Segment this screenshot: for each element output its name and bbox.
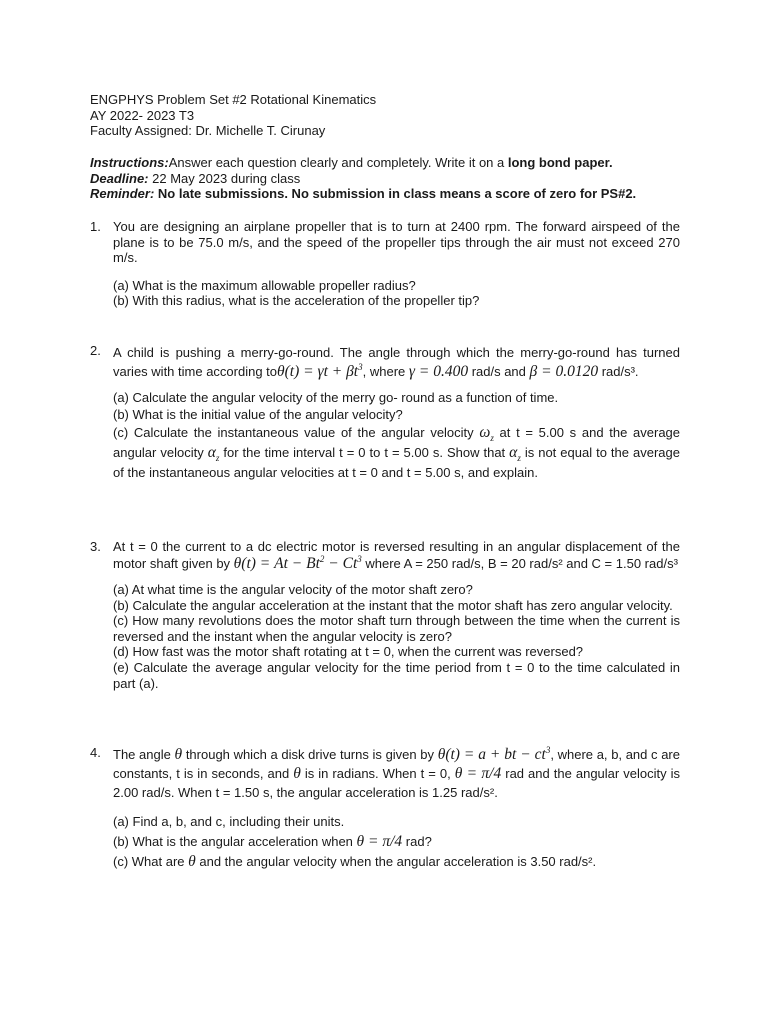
question-text: At t = 0 the current to a dc electric motor is reversed resulting in an angular displacement of the motor shaft given by $\theta(t) = At - Bt^2 - Ct^3$ where A = 250 rad/s, B = 20 rad/s² and C = 1.50 rad/s³ xyxy=(113,539,680,572)
faculty-line: Faculty Assigned: Dr. Michelle T. Cirunay xyxy=(90,123,326,139)
alpha-z-symbol: $\alpha_z$ xyxy=(509,444,521,464)
beta-value: β = 0.0120 xyxy=(529,363,599,380)
instructions-emphasis: long bond paper. xyxy=(507,155,613,170)
subquestion-b: (b) Calculate the angular acceleration at the instant that the motor shaft has zero angular velocity. xyxy=(113,597,673,613)
subquestion-b: (b) What is the angular acceleration when θ = π/4 rad? xyxy=(113,833,432,850)
omega-z-symbol: $\omega_z$ xyxy=(479,424,494,444)
theta-value: θ = π/4 xyxy=(356,833,403,850)
question-number: 2. xyxy=(90,343,101,358)
theta-symbol: θ xyxy=(188,853,196,870)
subquestion-c: (c) How many revolutions does the motor shaft turn through between the time when the current is reversed and the instant when the angular velocity is zero? xyxy=(113,613,680,644)
academic-term: AY 2022- 2023 T3 xyxy=(90,107,195,123)
reminder-text: No late submissions. No submission in class means a score of zero for PS#2. xyxy=(154,186,637,202)
question-text: A child is pushing a merry-go-round. The angle through which the merry-go-round has turned varies with time according $to\theta(t) = \gamma t + \beta t^3$, where γ = 0.400 rad/s and β = 0.0120 rad/s³. xyxy=(113,345,680,380)
document-header xyxy=(90,92,680,139)
subquestion-a: (a) Find a, b, and c, including their units. xyxy=(113,814,345,829)
gamma-value: γ = 0.400 xyxy=(408,363,469,380)
question-1 xyxy=(90,219,680,309)
subquestion-d: (d) How fast was the motor shaft rotating at t = 0, when the current was reversed? xyxy=(113,644,584,660)
question-2 xyxy=(90,343,680,483)
theta-equation: $\theta(t) = \gamma t + \beta t^3$ xyxy=(277,361,363,380)
question-number: 1. xyxy=(90,219,101,234)
alpha-z-symbol: $\alpha_z$ xyxy=(207,444,220,464)
course-title: ENGPHYS Problem Set #2 Rotational Kinematics xyxy=(90,92,377,107)
question-4 xyxy=(90,745,680,872)
subquestion-c: (c) Calculate the instantaneous value of the angular velocity $\omega_z$ at t = 5.00 s and the average angular velocity $\alpha_z$ for the time interval t = 0 to t = 5.00 s. Show that $\alpha_z$ is not equal to the average of the instantaneous angular velocities at t = 0 and t = 5.00 s, and explain. xyxy=(113,424,681,480)
instructions-label: Instructions: xyxy=(90,155,169,170)
subquestion-c: (c) What are θ and the angular velocity when the angular acceleration is 3.50 rad/s². xyxy=(113,853,597,870)
reminder-label: Reminder: xyxy=(90,186,155,202)
theta-equation: θ(t) = a + bt − $ct^3$ xyxy=(437,744,551,763)
question-3 xyxy=(90,539,680,691)
subquestion-a: (a) What is the maximum allowable propeller radius? xyxy=(113,277,416,293)
deadline-text: 22 May 2023 during class xyxy=(148,170,301,186)
instructions-block xyxy=(90,155,680,202)
instructions-text: Answer each question clearly and completely. Write it on a xyxy=(168,155,508,170)
theta-symbol: θ xyxy=(174,746,183,763)
theta-equation: $\theta(t) = At - Bt^2 - Ct^3$ xyxy=(233,553,362,572)
subquestion-b: (b) What is the initial value of the angular velocity? xyxy=(113,407,403,422)
theta-initial: θ = π/4 xyxy=(454,765,502,782)
theta-symbol: θ xyxy=(293,765,301,782)
question-number: 4. xyxy=(90,745,101,760)
deadline-label: Deadline: xyxy=(90,170,149,186)
subquestion-a: (a) Calculate the angular velocity of the merry go- round as a function of time. xyxy=(113,390,559,405)
subquestion-b: (b) With this radius, what is the acceleration of the propeller tip? xyxy=(113,293,480,309)
question-text: You are designing an airplane propeller that is to turn at 2400 rpm. The forward airspeed of the plane is to be 75.0 m/s, and the speed of the propeller tips through the air must not exceed 270 m/s. xyxy=(113,219,680,266)
instructions-line xyxy=(90,155,680,171)
deadline-line xyxy=(90,171,680,187)
subquestion-a: (a) At what time is the angular velocity of the motor shaft zero? xyxy=(113,582,473,597)
question-number: 3. xyxy=(90,539,101,554)
reminder-line xyxy=(90,186,680,202)
question-text: The angle θ through which a disk drive turns is given by θ(t) = a + bt − $ct^3$, where a, b, and c are constants, t is in seconds, and θ is in radians. When t = 0, θ = π/4 rad and the angular velocity is 2.00 rad/s. When t = 1.50 s, the angular acceleration is 1.25 rad/s². xyxy=(113,744,681,800)
subquestion-e: (e) Calculate the average angular velocity for the time period from t = 0 to the time calculated in part (a). xyxy=(113,659,680,691)
